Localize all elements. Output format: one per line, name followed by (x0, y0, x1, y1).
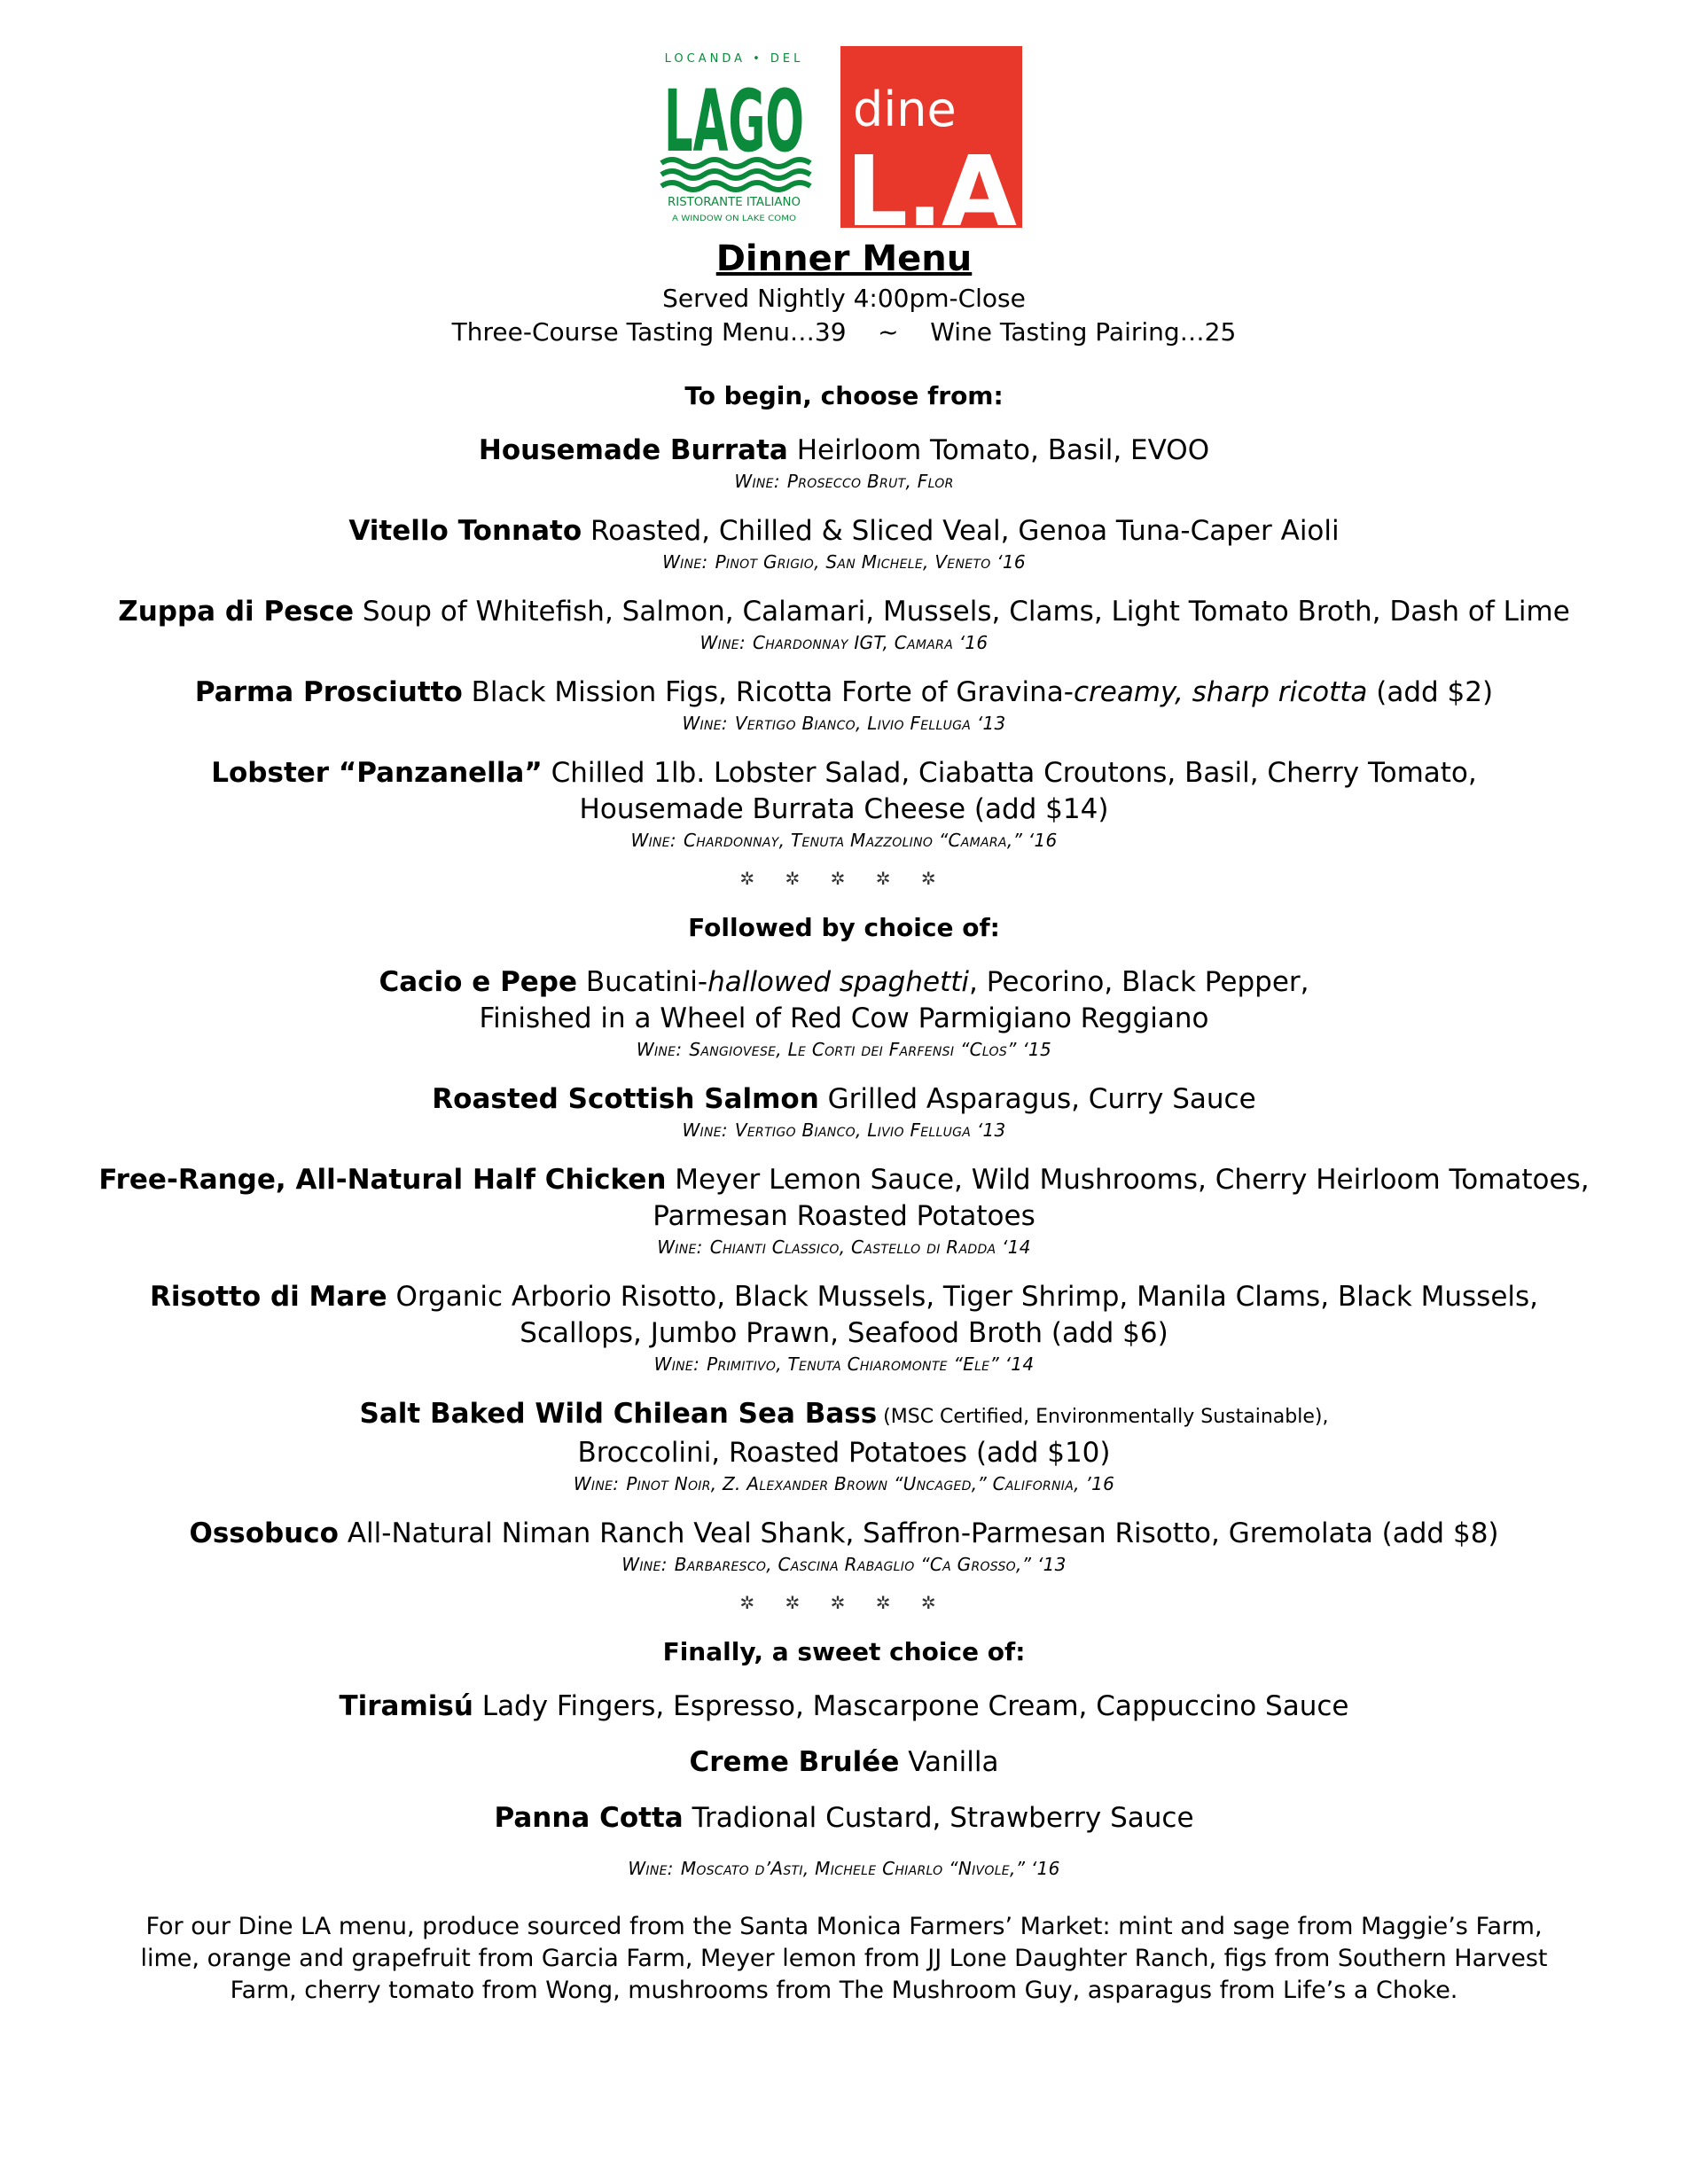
main-item (0, 1396, 1688, 1496)
dish-desc: Tradional Custard, Strawberry Sauce (683, 1802, 1194, 1834)
starter-item (0, 755, 1688, 853)
main-item (0, 1081, 1688, 1143)
footer-line: Farm, cherry tomato from Wong, mushrooms from The Mushroom Guy, asparagus from Life’s a Choke. (230, 1977, 1458, 2004)
menu-title: Dinner Menu (715, 238, 973, 279)
dish-name: Housemade Burrata (478, 434, 788, 466)
dine-la-logo-la: L.A. (846, 135, 1052, 248)
dish-desc: Meyer Lemon Sauce, Wild Mushrooms, Cherry Heirloom Tomatoes, (666, 1164, 1590, 1196)
served-hours: Served Nightly 4:00pm-Close (662, 284, 1026, 313)
wine-pairing: Chianti Classico, Castello di Radda ‘14 (709, 1236, 1031, 1258)
dish-desc: Vanilla (899, 1746, 999, 1778)
dish-desc: Grilled Asparagus, Curry Sauce (818, 1083, 1256, 1115)
dine-la-logo-dine: dine (853, 82, 957, 137)
wine-label: Wine: (699, 632, 746, 653)
wine-pairing: Chardonnay IGT, Camara ‘16 (753, 632, 989, 653)
dish-name: Salt Baked Wild Chilean Sea Bass (359, 1398, 878, 1430)
dish-desc: Lady Fingers, Espresso, Mascarpone Cream, Cappuccino Sauce (473, 1690, 1349, 1722)
dish-name: Creme Brulée (689, 1746, 900, 1778)
wine-label: Wine: (630, 830, 676, 851)
dessert-wine-pairing: Moscato d’Asti, Michele Chiarlo “Nivole,” ‘16 (680, 1858, 1060, 1879)
wine-label: Wine: (628, 1858, 674, 1879)
dish-desc-italic: hallowed spaghetti (707, 966, 970, 998)
logo-bar (0, 46, 1688, 248)
section-separator: ✲ ✲ ✲ ✲ ✲ (739, 1592, 949, 1613)
dish-name: Vitello Tonnato (348, 515, 582, 547)
starter-item (0, 675, 1688, 736)
dish-desc-line2: Housemade Burrata Cheese (add $14) (579, 793, 1109, 825)
wine-label: Wine: (621, 1554, 668, 1575)
starter-item (0, 513, 1688, 574)
dish-name: Ossobuco (189, 1517, 339, 1549)
dessert-item (0, 1800, 1688, 1837)
wine-label: Wine: (734, 471, 780, 492)
dish-name: Risotto di Mare (149, 1281, 387, 1313)
starter-item (0, 594, 1688, 655)
dish-desc: Organic Arborio Risotto, Black Mussels, Tiger Shrimp, Manila Clams, Black Mussels, (387, 1281, 1539, 1313)
main-item (0, 1516, 1688, 1577)
wine-label: Wine: (573, 1473, 620, 1494)
dish-desc: Chilled 1lb. Lobster Salad, Ciabatta Croutons, Basil, Cherry Tomato, (542, 757, 1477, 789)
dish-desc: Heirloom Tomato, Basil, EVOO (787, 434, 1210, 466)
lago-logo-tag-text: A WINDOW ON LAKE COMO (672, 214, 796, 223)
dish-desc-line2: Broccolini, Roasted Potatoes (add $10) (577, 1437, 1111, 1469)
main-item (0, 1162, 1688, 1260)
dish-desc-italic: creamy, sharp ricotta (1073, 676, 1368, 708)
dish-desc: Black Mission Figs, Ricotta Forte of Gravina- (462, 676, 1074, 708)
wine-pairing: Chardonnay, Tenuta Mazzolino “Camara,” ‘16 (683, 830, 1058, 851)
dish-desc-line2: Scallops, Jumbo Prawn, Seafood Broth (add $6) (520, 1317, 1168, 1349)
wine-label: Wine: (662, 551, 708, 573)
wine-pairing: Vertigo Bianco, Livio Felluga ‘13 (734, 713, 1006, 734)
footer-line: lime, orange and grapefruit from Garcia Farm, Meyer lemon from JJ Lone Daughter Ranch, figs from Southern Harvest (140, 1945, 1548, 1972)
dish-name: Cacio e Pepe (379, 966, 578, 998)
mains-heading: Followed by choice of: (688, 913, 1000, 942)
footer-line: For our Dine LA menu, produce sourced from the Santa Monica Farmers’ Market: mint and sage from Maggie’s Farm, (145, 1913, 1543, 1940)
wave-line-3 (661, 183, 810, 190)
dish-desc: Bucatini- (577, 966, 708, 998)
dish-desc: , Pecorino, Black Pepper, (969, 966, 1309, 998)
dish-name: Lobster “Panzanella” (211, 757, 543, 789)
wine-label: Wine: (682, 1119, 728, 1141)
wine-label: Wine: (653, 1353, 700, 1375)
main-item (0, 1279, 1688, 1377)
dish-name: Zuppa di Pesce (118, 596, 355, 628)
wine-pairing: Pinot Noir, Z. Alexander Brown “Uncaged,” California, ’16 (626, 1473, 1115, 1494)
lago-logo-main-text: LAGO (664, 72, 804, 171)
dish-desc-line2: Parmesan Roasted Potatoes (653, 1200, 1035, 1232)
wine-pairing: Vertigo Bianco, Livio Felluga ‘13 (734, 1119, 1006, 1141)
wine-pairing: Sangiovese, Le Corti dei Farfensi “Clos” ‘15 (689, 1039, 1052, 1060)
dish-desc: All-Natural Niman Ranch Veal Shank, Saffron-Parmesan Risotto, Gremolata (add $8) (338, 1517, 1499, 1549)
wine-pairing: Prosecco Brut, Flor (786, 471, 954, 492)
wine-pairing: Primitivo, Tenuta Chiaromonte “Ele” ‘14 (707, 1353, 1035, 1375)
dish-desc-small: (MSC Certified, Environmentally Sustainable), (877, 1406, 1329, 1428)
section-separator: ✲ ✲ ✲ ✲ ✲ (739, 868, 949, 889)
dish-name: Panna Cotta (494, 1802, 684, 1834)
dine-la-logo (840, 46, 1052, 248)
dessert-item (0, 1744, 1688, 1781)
dish-name: Roasted Scottish Salmon (432, 1083, 819, 1115)
wave-line-2 (661, 171, 810, 178)
wine-pairing: Barbaresco, Cascina Rabaglio “Ca Grosso,” ‘13 (674, 1554, 1067, 1575)
dish-name: Free-Range, All-Natural Half Chicken (98, 1164, 667, 1196)
locanda-del-lago-logo (654, 46, 814, 228)
dessert-item (0, 1689, 1688, 1725)
menu-body (0, 236, 1688, 2007)
wine-label: Wine: (657, 1236, 703, 1258)
lago-logo-sub-text: RISTORANTE ITALIANO (668, 196, 801, 209)
dish-name: Tiramisú (339, 1690, 473, 1722)
wine-label: Wine: (636, 1039, 683, 1060)
dish-desc: Soup of Whitefish, Salmon, Calamari, Mussels, Clams, Light Tomato Broth, Dash of Lime (354, 596, 1570, 628)
dish-desc: (add $2) (1367, 676, 1494, 708)
desserts-heading: Finally, a sweet choice of: (662, 1637, 1026, 1666)
starters-heading: To begin, choose from: (684, 381, 1004, 410)
main-item (0, 964, 1688, 1062)
wine-pairing: Pinot Grigio, San Michele, Veneto ‘16 (715, 551, 1026, 573)
farmers-market-note (73, 1911, 1615, 2007)
starter-item (0, 433, 1688, 494)
dish-desc-line2: Finished in a Wheel of Red Cow Parmigiano Reggiano (479, 1002, 1209, 1034)
dish-desc: Roasted, Chilled & Sliced Veal, Genoa Tuna-Caper Aioli (582, 515, 1340, 547)
wine-label: Wine: (682, 713, 728, 734)
dish-name: Parma Prosciutto (194, 676, 463, 708)
pricing-line: Three-Course Tasting Menu…39 ~ Wine Tasting Pairing…25 (451, 317, 1237, 347)
lago-logo-top-text: LOCANDA • DEL (664, 52, 804, 66)
